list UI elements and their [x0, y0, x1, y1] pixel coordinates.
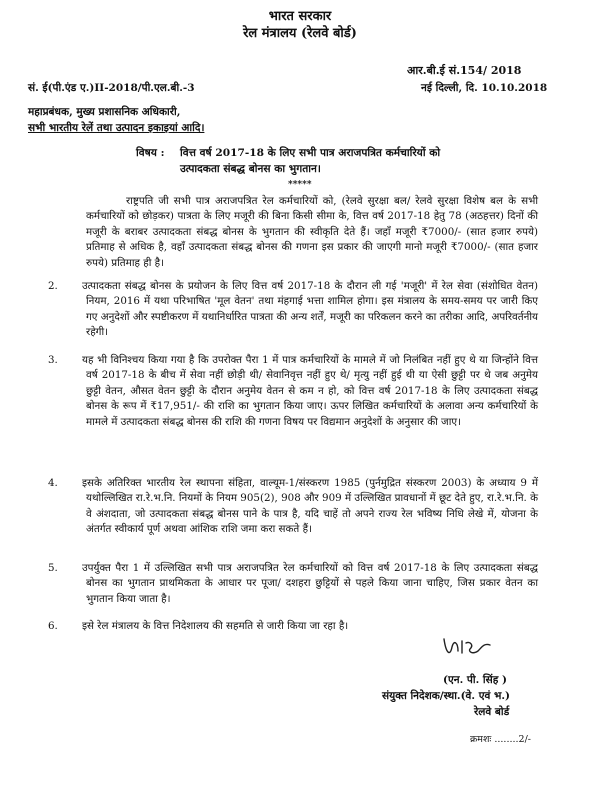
paragraph-number: 3. — [48, 354, 58, 366]
paragraph-4 — [48, 476, 538, 538]
file-number: सं. ई(पी.एंड ए.)II-2018/पी.एल.बी.-3 — [28, 82, 195, 94]
paragraph-text: उपर्युक्त पैरा 1 में उल्लिखित सभी पात्र अराजपत्रित रेल कर्मचारियों को वित्त वर्ष 2017-18 के लिए उत्पादकता संबद्ध बोनस का भुगतान प्राथमिकता के आधार पर पूजा/ दशहरा छुट्टियों से पहले किया जाना चाहिए, जिस प्रकार वेतन का भुगतान किया जाता है। — [82, 562, 538, 605]
paragraph-1 — [86, 194, 538, 271]
header-ministry: रेल मंत्रालय (रेलवे बोर्ड) — [243, 26, 357, 41]
signatory-office: रेलवे बोर्ड — [474, 706, 510, 718]
paragraph-text: यह भी विनिश्चय किया गया है कि उपरोक्त पैरा 1 में पात्र कर्मचारियों के मामले में जो निलंबित नहीं हुए थे या जिन्होंने वित्त वर्ष 2017-18 के बीच में सेवा नहीं छोड़ी थी/ सेवानिवृत्त नहीं हुए थे/ मृत्यु नहीं हुई थी या ऐसी छुट्टी पर थे जब अनुमेय छुट्टी वेतन, औसत वेतन छुट्टी के दौरान अनुमेय वेतन से कम न हो, को वित्त वर्ष 2017-18 के लिए उत्पादकता संबद्ध बोनस के रूप में ₹17,951/- की राशि का भुगतान किया जाए। ऊपर लिखित कर्मचारियों के अलावा अन्य कर्मचारियों के मामले में उत्पादकता संबद्ध बोनस की राशि की गणना विषय पर विद्यमान अनुदेशों के अनुसार की जाए। — [82, 354, 538, 428]
paragraph-number: 5. — [48, 562, 58, 574]
addressee-line2: सभी भारतीय रेलें तथा उत्पादन इकाइयां आदि। — [28, 122, 205, 134]
addressee-line1: महाप्रबंधक, मुख्य प्रशासनिक अधिकारी, — [28, 106, 181, 118]
header-government: भारत सरकार — [268, 9, 332, 24]
rbe-number: आर.बी.ई सं.154/ 2018 — [407, 64, 522, 77]
place-date: नई दिल्ली, दि. 10.10.2018 — [421, 82, 548, 94]
paragraph-5 — [48, 561, 538, 607]
paragraph-text: राष्ट्रपति जी सभी पात्र अराजपत्रित रेल कर्मचारियों को, (रेलवे सुरक्षा बल/ रेलवे सुरक्षा विशेष बल के सभी कर्मचारियों को छोड़कर) पात्रता के लिए मजूरी की बिना किसी सीमा के, वित्त वर्ष 2017-18 हेतु 78 (अठहत्तर) दिनों की मजूरी के बराबर उत्पादकता संबद्ध बोनस के भुगतान की स्वीकृति देते हैं। जहाँ मजूरी ₹7000/- (सात हजार रुपये) प्रतिमाह से अधिक है, वहाँ उत्पादकता संबद्ध बोनस की गणना इस प्रकार की जाएगी मानो मजूरी ₹7000/- (सात हजार रुपये) प्रतिमाह ही है। — [86, 195, 538, 269]
signatory-name: (एन. पी. सिंह ) — [443, 674, 507, 686]
paragraph-6 — [48, 619, 416, 634]
paragraph-3 — [48, 353, 538, 430]
paragraph-number: 6. — [48, 620, 58, 632]
continuation-note: क्रमशः ........2/- — [470, 734, 531, 745]
subject-label: विषय : — [136, 147, 165, 159]
signature-scribble-icon — [440, 633, 500, 663]
paragraph-number: 2. — [48, 280, 58, 292]
paragraph-text: इसे रेल मंत्रालय के वित्त निदेशालय की सहमति से जारी किया जा रहा है। — [82, 620, 349, 632]
paragraph-number: 4. — [48, 477, 58, 489]
signatory-designation: संयुक्त निदेशक/स्था.(वे. एवं भ.) — [382, 690, 510, 702]
paragraph-2 — [48, 279, 538, 341]
subject-stars: ***** — [288, 180, 312, 190]
paragraph-text: उत्पादकता संबद्ध बोनस के प्रयोजन के लिए वित्त वर्ष 2017-18 के दौरान ली गई 'मजूरी' में रेल सेवा (संशोधित वेतन) नियम, 2016 में यथा परिभाषित 'मूल वेतन' तथा मंहगाई भत्ता शामिल होगा। इस मंत्रालय के समय-समय पर जारी किए गए अनुदेशों और स्पष्टीकरण में यथानिर्धारित पात्रता की अन्य शर्तें, मजूरी का परिकलन करने का तरीका आदि, अपरिवर्तनीय रहेगी। — [82, 280, 538, 339]
subject-text: वित्त वर्ष 2017-18 के लिए सभी पात्र अराजपत्रित कर्मचारियों को उत्पादकता संबद्ध बोनस का भुगतान। — [180, 147, 441, 175]
signature — [440, 633, 500, 666]
paragraph-text: इसके अतिरिक्त भारतीय रेल स्थापना संहिता, वाल्यूम-1/संस्करण 1985 (पुर्नमुद्रित संस्करण 2003) के अध्याय 9 में यथोल्लिखित रा.रे.भ.नि. नियमों के नियम 905(2), 908 और 909 में उल्लिखित प्रावधानों में छूट देते हुए, रा.रे.भ.नि. के वे अंशदाता, जो उत्पादकता संबद्ध बोनस पाने के पात्र है, यदि चाहें तो अपने राज्य रेल भविष्य निधि लेखे में, योजना के अंतर्गत स्वीकार्य पूर्ण अथवा आंशिक राशि जमा करा सकते हैं। — [82, 477, 538, 536]
